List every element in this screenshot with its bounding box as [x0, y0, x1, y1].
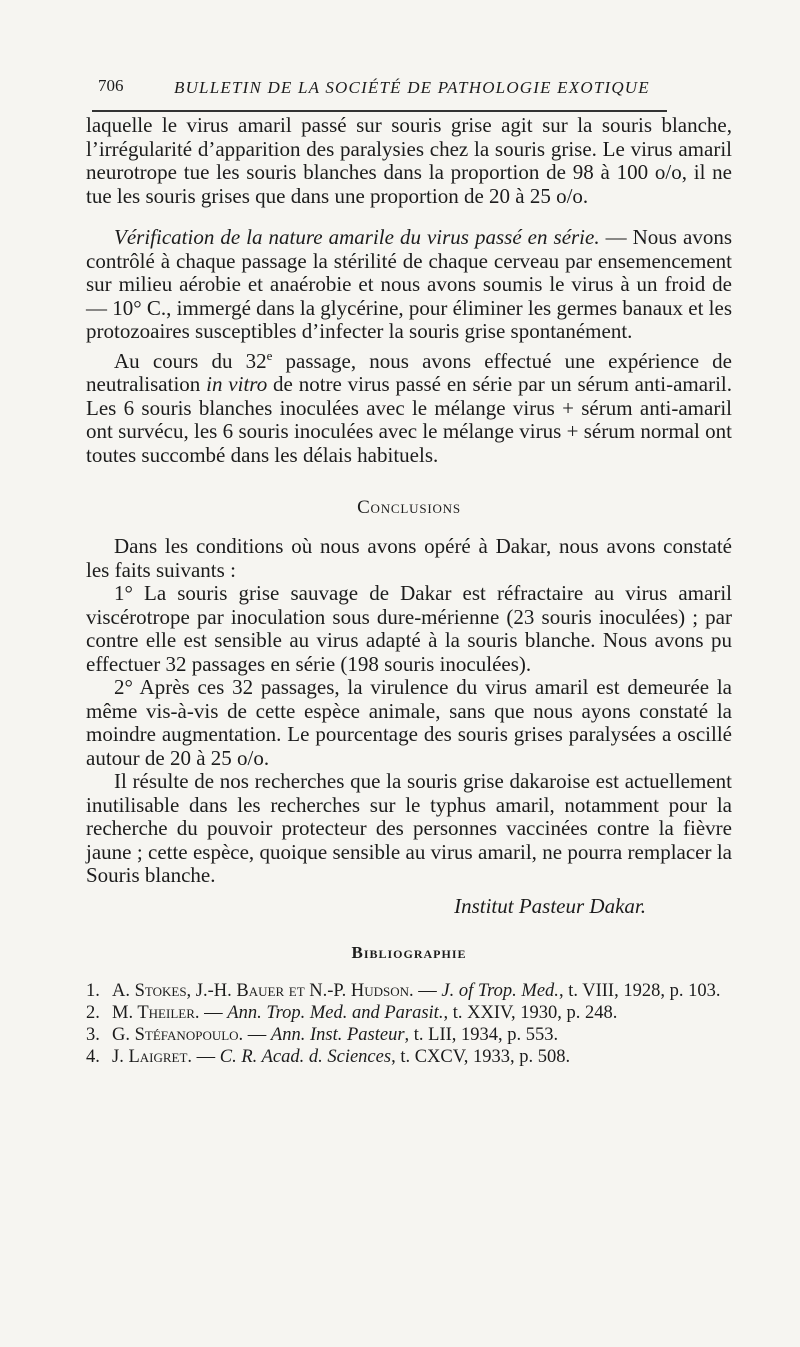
header-rule [92, 110, 667, 112]
bib-details: , t. XXIV, 1930, p. 248. [443, 1002, 618, 1023]
bib-authors: M. Theiler. [112, 1002, 200, 1023]
bibliography-item [86, 1003, 732, 1023]
bib-number: 4. [86, 1046, 100, 1067]
page-number: 706 [98, 76, 124, 95]
bibliography-item [86, 1047, 732, 1067]
verification-text: Nous avons contrôlé à chaque passage la stérilité de chaque cerveau par ensemencement sur milieu aérobie et anaérobie et nous avons soumis le virus à un froid de — 10° C., immergé dans la glycérine, pour éliminer les germes banaux et les protozoaires susceptibles d’infecter la souris grise spontanément. [86, 225, 732, 343]
neutralisation-text-c: de notre virus passé en série par un sérum anti-amaril. Les 6 souris blanches inoculées avec le mélange virus + sérum anti-amaril ont survécu, les 6 souris inoculées avec le mélange virus + sérum normal ont toutes succombé dans les délais habituels. [86, 372, 732, 467]
bib-dash: — [199, 1002, 228, 1023]
bibliography-item [86, 1025, 732, 1045]
verification-title: Vérification de la nature amarile du virus passé en série. [114, 225, 600, 249]
neutralisation-superscript: e [266, 347, 273, 363]
paragraph-continuation: laquelle le virus amaril passé sur souris grise agit sur la souris blanche, l’irrégularité d’apparition des paralysies chez la souris grise. Le virus amaril neurotrope tue les souris blanches dans la proportion de 98 à 100 o/o, il ne tue les souris grises que dans une proportion de 20 à 25 o/o. [86, 113, 732, 208]
bib-journal: J. of Trop. Med. [441, 980, 559, 1001]
conclusions-heading: Conclusions [357, 497, 461, 518]
bib-number: 1. [86, 980, 100, 1001]
bibliography-heading: Bibliographie [351, 942, 467, 962]
bibliography-item [86, 981, 732, 1001]
bib-authors: J. Laigret. [112, 1046, 193, 1067]
paragraph-neutralisation [86, 344, 732, 468]
bib-details: , t. LII, 1934, p. 553. [404, 1024, 559, 1045]
bib-number: 2. [86, 1002, 100, 1023]
bib-journal: Ann. Trop. Med. and Parasit. [227, 1002, 444, 1023]
bib-details: , t. CXCV, 1933, p. 508. [391, 1046, 571, 1067]
bib-authors: G. Stéfanopoulo. [112, 1024, 244, 1045]
bib-number: 3. [86, 1024, 100, 1045]
bibliography-list [86, 981, 732, 1067]
bib-dash: — [413, 980, 442, 1001]
bib-journal: C. R. Acad. d. Sciences [219, 1046, 392, 1067]
conclusion-point-2: 2° Après ces 32 passages, la virulence du virus amaril est demeurée la même vis-à-vis de cette espèce animale, sans que nous ayons constaté la moindre augmentation. Le pourcentage des souris grises paralysées a oscillé autour de 20 à 25 o/o. [86, 675, 732, 770]
bib-details: , t. VIII, 1928, p. 103. [558, 980, 721, 1001]
paragraph-verification [86, 226, 732, 344]
bib-dash: — [192, 1046, 220, 1067]
conclusion-summary: Il résulte de nos recherches que la souris grise dakaroise est actuellement inutilisable dans les recherches sur le typhus amaril, notamment pour la recherche du pouvoir protecteur des personnes vaccinées contre la fièvre jaune ; cette espèce, quoique sensible au virus amaril, ne pourra remplacer la Souris blanche. [86, 769, 732, 887]
institution-signature: Institut Pasteur Dakar. [454, 893, 646, 918]
article-body [86, 114, 732, 1069]
verification-dash: — [599, 225, 633, 249]
page-header [98, 76, 668, 102]
bib-dash: — [243, 1024, 271, 1045]
bib-journal: Ann. Inst. Pasteur [270, 1024, 405, 1045]
conclusion-point-1: 1° La souris grise sauvage de Dakar est réfractaire au virus amaril viscérotrope par inoculation sous dure-mérienne (23 souris inoculées) ; par contre elle est sensible au virus adapté à la souris blanche. Nous avons pu effectuer 32 passages en série (198 souris inoculées). [86, 581, 732, 676]
neutralisation-text-a: Au cours du 32 [114, 348, 267, 373]
bib-authors: A. Stokes, J.-H. Bauer et N.-P. Hudson. [112, 980, 414, 1001]
neutralisation-italic: in vitro [206, 372, 268, 396]
neutralisation-text-b: passage, nous avons effectué une expérience de neutralisation [86, 348, 732, 396]
conclusion-intro: Dans les conditions où nous avons opéré à Dakar, nous avons constaté les faits suivants : [86, 534, 732, 582]
running-title: BULLETIN DE LA SOCIÉTÉ DE PATHOLOGIE EXOTIQUE [174, 78, 650, 97]
